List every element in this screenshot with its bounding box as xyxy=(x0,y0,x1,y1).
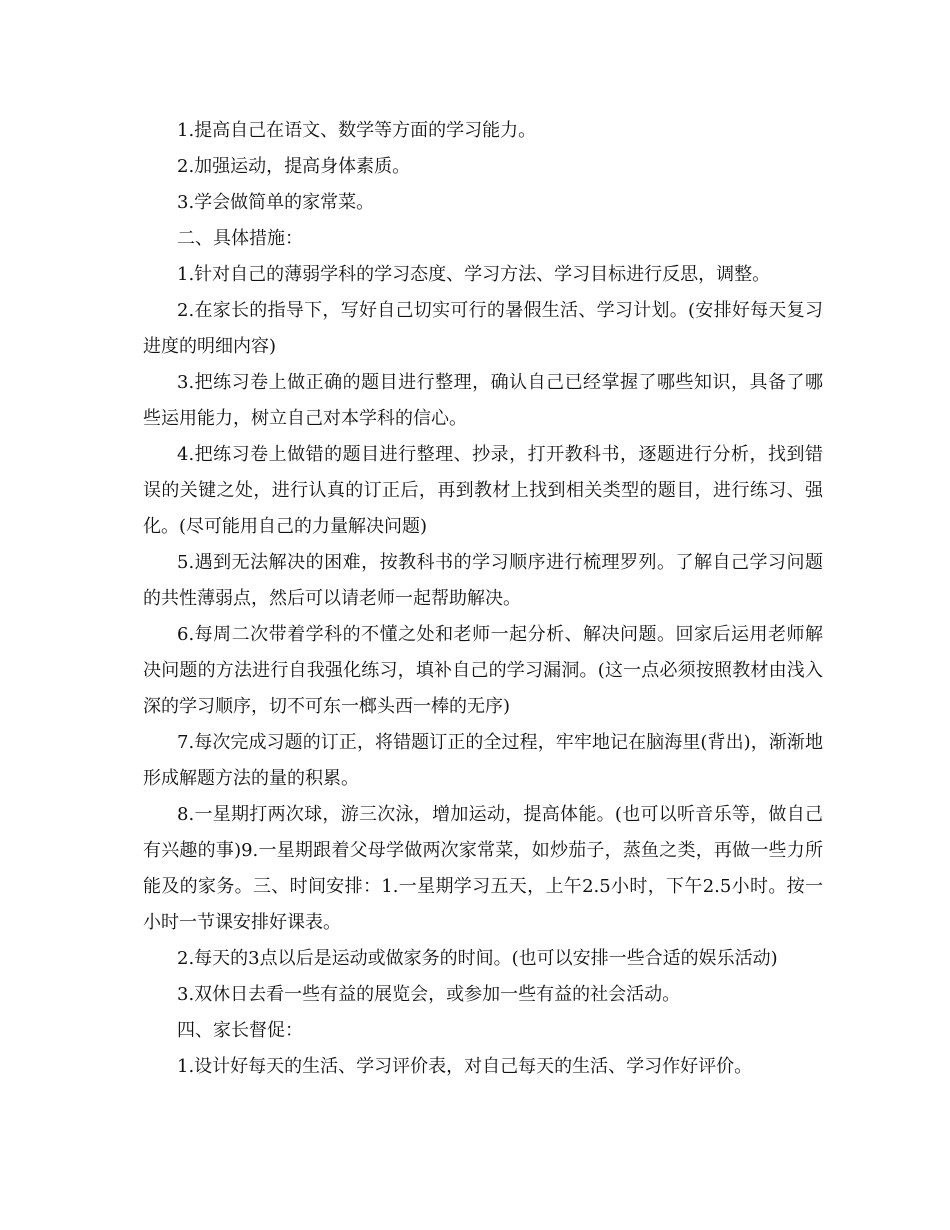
paragraph-measure-1: 1.针对自己的薄弱学科的学习态度、学习方法、学习目标进行反思，调整。 xyxy=(177,264,771,285)
paragraph-measure-8: 8.一星期打两次球，游三次泳，增加运动，提高体能。(也可以听音乐等，做自己有兴趣的事)9.一星期跟着父母学做两次家常菜，如炒茄子，蒸鱼之类，再做一些力所能及的家务。三、时间安排：1.一星期学习五天，上午2.5小时，下午2.5小时。按一小时一节课安排好课表。 xyxy=(143,804,823,933)
paragraph-measure-3: 3.把练习卷上做正确的题目进行整理，确认自己已经掌握了哪些知识，具备了哪些运用能力，树立自己对本学科的信心。 xyxy=(143,372,823,429)
paragraph-goal-2: 2.加强运动，提高身体素质。 xyxy=(177,156,411,177)
paragraph-measure-2: 2.在家长的指导下，写好自己切实可行的暑假生活、学习计划。(安排好每天复习进度的明细内容) xyxy=(143,300,823,357)
paragraph-schedule-2: 2.每天的3点以后是运动或做家务的时间。(也可以安排一些合适的娱乐活动) xyxy=(177,948,778,969)
section-heading-supervision: 四、家长督促： xyxy=(177,1020,303,1041)
paragraph-schedule-3: 3.双休日去看一些有益的展览会，或参加一些有益的社会活动。 xyxy=(177,984,681,1005)
document-body xyxy=(143,113,823,1085)
paragraph-goal-1: 1.提高自己在语文、数学等方面的学习能力。 xyxy=(177,120,537,141)
paragraph-goal-3: 3.学会做简单的家常菜。 xyxy=(177,192,375,213)
paragraph-supervision-1: 1.设计好每天的生活、学习评价表，对自己每天的生活、学习作好评价。 xyxy=(177,1056,753,1077)
paragraph-measure-4: 4.把练习卷上做错的题目进行整理、抄录，打开教科书，逐题进行分析，找到错误的关键之处，进行认真的订正后，再到教材上找到相关类型的题目，进行练习、强化。(尽可能用自己的力量解决问题) xyxy=(143,444,823,537)
paragraph-measure-5: 5.遇到无法解决的困难，按教科书的学习顺序进行梳理罗列。了解自己学习问题的共性薄弱点，然后可以请老师一起帮助解决。 xyxy=(143,552,823,609)
section-heading-measures: 二、具体措施： xyxy=(177,228,303,249)
paragraph-measure-7: 7.每次完成习题的订正，将错题订正的全过程，牢牢地记在脑海里(背出)，渐渐地形成解题方法的量的积累。 xyxy=(143,732,823,789)
paragraph-measure-6: 6.每周二次带着学科的不懂之处和老师一起分析、解决问题。回家后运用老师解决问题的方法进行自我强化练习，填补自己的学习漏洞。(这一点必须按照教材由浅入深的学习顺序，切不可东一榔头西一棒的无序) xyxy=(143,624,823,717)
